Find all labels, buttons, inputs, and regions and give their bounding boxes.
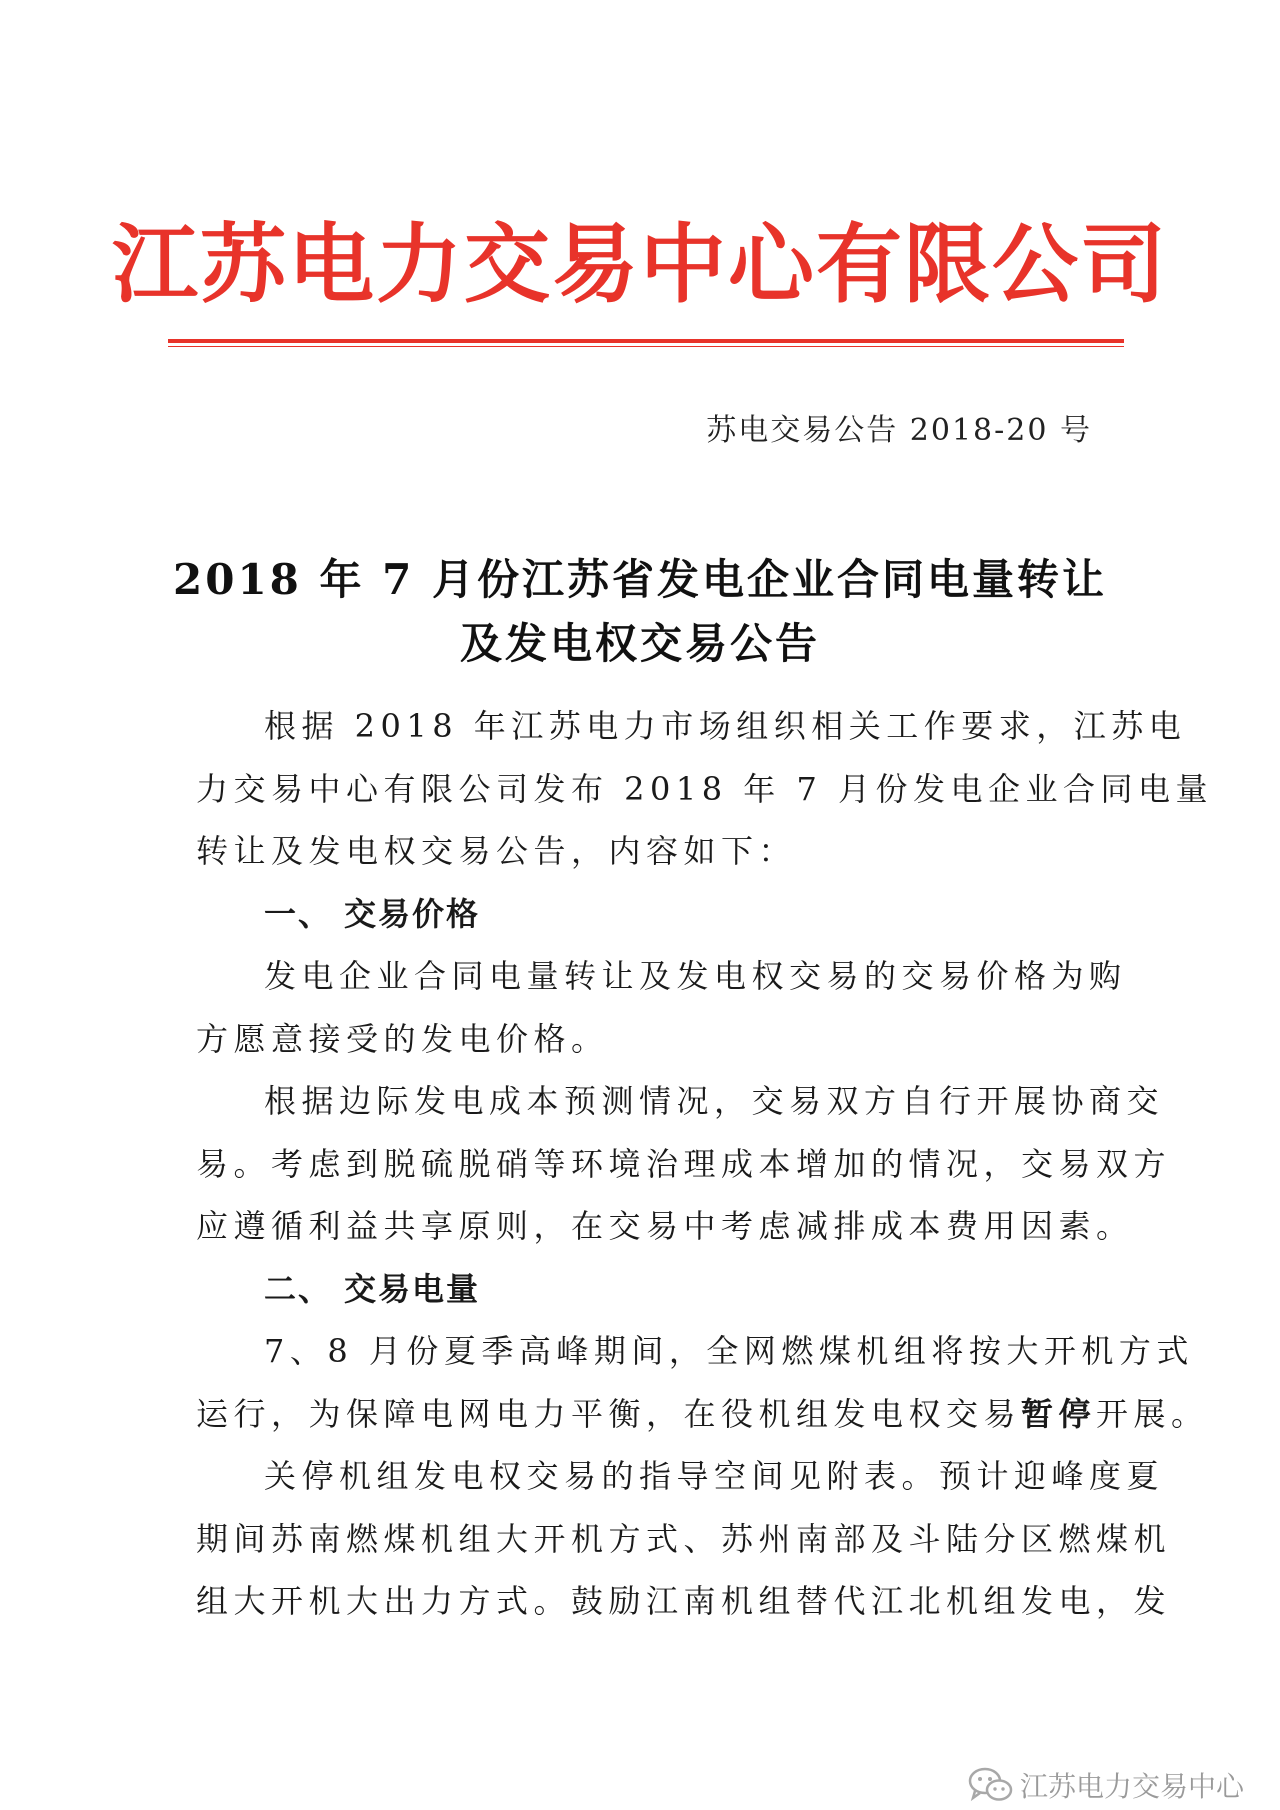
section-2-title: 交易电量 — [344, 1269, 481, 1308]
section-2-number: 二、 — [264, 1269, 333, 1308]
document-number: 苏电交易公告 2018-20 号 — [706, 413, 1092, 448]
s1-p1-line-1: 发电企业合同电量转让及发电权交易的交易价格为购 — [264, 957, 1127, 995]
section-1-number: 一、 — [264, 894, 333, 933]
s2-p1-line-2-before: 运行，为保障电网电力平衡，在役机组发电权交易 — [196, 1394, 1022, 1433]
section-2-heading — [196, 1258, 1096, 1321]
intro-line-1: 根据 2018 年江苏电力市场组织相关工作要求，江苏电 — [264, 707, 1187, 745]
wechat-watermark — [966, 1765, 1244, 1805]
intro-line-3: 转让及发电权交易公告，内容如下： — [196, 832, 797, 870]
s1-p2-line-1: 根据边际发电成本预测情况，交易双方自行开展协商交 — [264, 1082, 1165, 1120]
title-line-1: 2018 年 7 月份江苏省发电企业合同电量转让 — [173, 555, 1107, 604]
s2-p1-line-2 — [196, 1383, 1209, 1446]
intro-line-2: 力交易中心有限公司发布 2018 年 7 月份发电企业合同电量 — [196, 769, 1213, 808]
s2-p1-line-2-after: 开展。 — [1096, 1394, 1209, 1433]
document-title — [0, 548, 1280, 676]
s2-p2-line-2: 期间苏南燃煤机组大开机方式、苏州南部及斗陆分区燃煤机 — [196, 1519, 1172, 1558]
s1-p2-line-2: 易。考虑到脱硫脱硝等环境治理成本增加的情况，交易双方 — [196, 1144, 1172, 1183]
section-1-title: 交易价格 — [344, 894, 481, 933]
masthead-rule-thin — [168, 346, 1124, 347]
s2-p2-line-3: 组大开机大出力方式。鼓励江南机组替代江北机组发电，发 — [196, 1582, 1172, 1620]
s1-p2-line-3: 应遵循利益共享原则，在交易中考虑减排成本费用因素。 — [196, 1207, 1134, 1245]
s2-p1-line-1: 7、8 月份夏季高峰期间，全网燃煤机组将按大开机方式 — [264, 1332, 1194, 1370]
wechat-icon — [966, 1766, 1014, 1804]
masthead-rule-thick — [168, 339, 1124, 343]
title-line-2: 及发电权交易公告 — [459, 619, 820, 668]
watermark-text: 江苏电力交易中心 — [1019, 1770, 1244, 1803]
document-body — [196, 695, 1213, 1633]
company-masthead: 江苏电力交易中心有限公司 — [112, 214, 1168, 315]
s2-p2-line-1: 关停机组发电权交易的指导空间见附表。预计迎峰度夏 — [264, 1457, 1165, 1495]
s2-p1-emphasis: 暂停 — [1021, 1394, 1097, 1433]
s1-p1-line-2: 方愿意接受的发电价格。 — [196, 1019, 609, 1058]
section-1-heading — [196, 883, 1096, 946]
